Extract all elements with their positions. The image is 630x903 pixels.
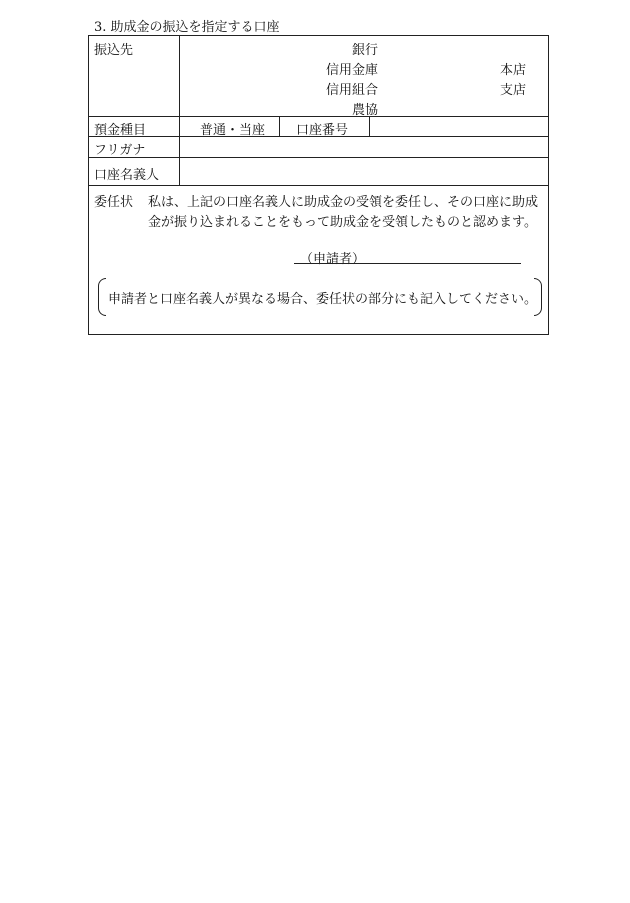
institution-nokyo: 農協 bbox=[352, 103, 379, 118]
column-divider bbox=[279, 116, 280, 136]
proxy-text-line-1: 私は、上記の口座名義人に助成金の受領を委任し、その口座に助成 bbox=[148, 195, 539, 210]
bank-label: 振込先 bbox=[94, 43, 134, 58]
note-bracket-left bbox=[98, 278, 106, 316]
bank-account-form bbox=[88, 35, 549, 335]
branch-office: 支店 bbox=[500, 83, 527, 98]
account-number-label: 口座番号 bbox=[296, 123, 349, 138]
branch-head-office: 本店 bbox=[500, 63, 527, 78]
account-type-value: 普通・当座 bbox=[200, 123, 266, 138]
institution-shinkin: 信用金庫 bbox=[326, 63, 379, 78]
row-divider bbox=[89, 185, 548, 186]
institution-bank: 銀行 bbox=[352, 43, 379, 58]
holder-field[interactable] bbox=[181, 158, 547, 184]
applicant-signature-line[interactable] bbox=[294, 263, 521, 264]
furigana-field[interactable] bbox=[181, 137, 547, 156]
column-divider bbox=[179, 36, 180, 185]
note-text: 申請者と口座名義人が異なる場合、委任状の部分にも記入してください。 bbox=[108, 292, 538, 307]
proxy-text-line-2: 金が振り込まれることをもって助成金を受領したものと認めます。 bbox=[148, 215, 537, 230]
account-type-label: 預金種目 bbox=[94, 123, 147, 138]
section-heading: 3. 助成金の振込を指定する口座 bbox=[94, 20, 280, 35]
furigana-label: フリガナ bbox=[94, 143, 146, 158]
proxy-label: 委任状 bbox=[94, 195, 134, 210]
column-divider bbox=[369, 116, 370, 136]
applicant-label: （申請者） bbox=[300, 252, 366, 267]
account-number-field[interactable] bbox=[379, 117, 547, 135]
holder-label: 口座名義人 bbox=[94, 168, 160, 183]
institution-shinkumi: 信用組合 bbox=[326, 83, 379, 98]
note-bracket-right bbox=[534, 278, 542, 316]
